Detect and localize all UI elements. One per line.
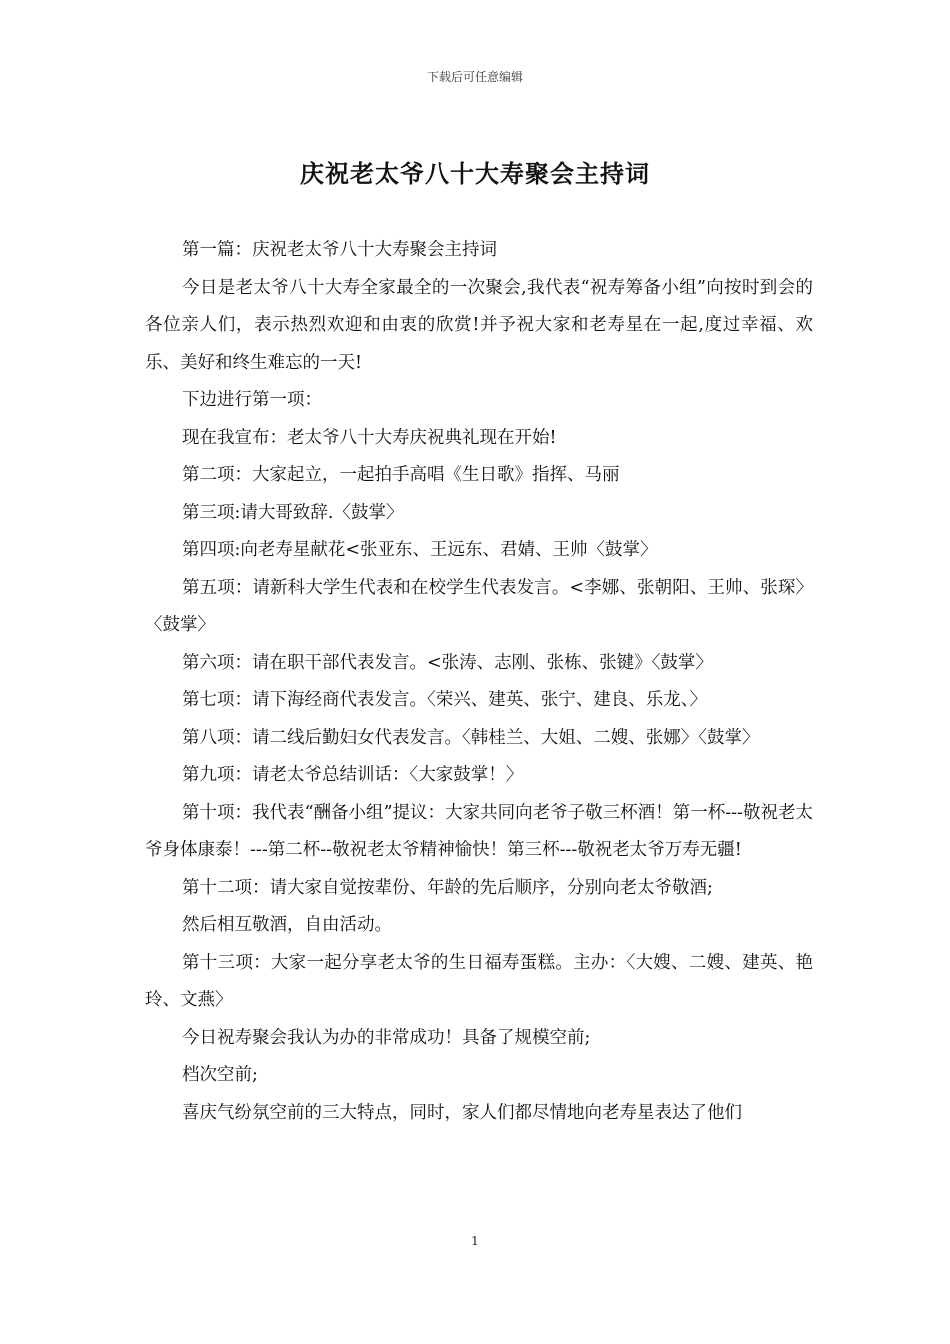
paragraph: 现在我宣布：老太爷八十大寿庆祝典礼现在开始! [182, 427, 557, 448]
paragraph: 第五项：请新科大学生代表和在校学生代表发言。<李娜、张朝阳、王帅、张琛〉〈鼓掌〉 [145, 577, 813, 635]
paragraph: 第一篇：庆祝老太爷八十大寿聚会主持词 [182, 240, 497, 260]
document-title: 庆祝老太爷八十大寿聚会主持词 [300, 159, 650, 188]
paragraph: 下边进行第一项： [182, 390, 322, 410]
page-header: 下载后可任意编辑 [426, 70, 523, 84]
page-number: 1 [471, 1234, 479, 1248]
paragraph: 今日是老太爷八十大寿全家最全的一次聚会,我代表“祝寿筹备小组”向按时到会的各位亲人们，表示热烈欢迎和由衷的欣赏!并予祝大家和老寿星在一起,度过幸福、欢乐、美好和终生难忘的一天! [145, 277, 813, 373]
paragraph: 第七项：请下海经商代表发言。〈荣兴、建英、张宁、建良、乐龙、〉 [182, 690, 707, 710]
paragraph: 然后相互敬酒，自由活动。 [182, 915, 392, 935]
paragraph: 第二项：大家起立，一起拍手高唱《生日歌》指挥、马丽 [182, 465, 620, 485]
paragraph: 档次空前; [182, 1065, 258, 1085]
paragraph: 第十项：我代表“酬备小组”提议：大家共同向老爷子敬三杯酒！第一杯---敬祝老太爷身体康泰！---第二杯--敬祝老太爷精神愉快！第三杯---敬祝老太爷万寿无疆! [145, 802, 813, 860]
document-body [145, 232, 813, 1132]
paragraph: 今日祝寿聚会我认为办的非常成功！具备了规模空前; [182, 1027, 591, 1048]
paragraph: 第十三项：大家一起分享老太爷的生日福寿蛋糕。主办：〈大嫂、二嫂、建英、艳玲、文燕〉 [145, 952, 813, 1010]
paragraph: 喜庆气纷氛空前的三大特点，同时，家人们都尽情地向老寿星表达了他们 [182, 1102, 742, 1123]
paragraph: 第八项：请二线后勤妇女代表发言。〈韩桂兰、大姐、二嫂、张娜〉〈鼓掌〉 [182, 727, 760, 748]
paragraph: 第九项：请老太爷总结训话：〈大家鼓掌！〉 [182, 765, 524, 785]
paragraph: 第六项：请在职干部代表发言。<张涛、志刚、张栋、张键》〈鼓掌〉 [182, 652, 713, 673]
paragraph: 第十二项：请大家自觉按辈份、年龄的先后顺序，分别向老太爷敬酒; [182, 877, 713, 898]
paragraph: 第三项:请大哥致辞.〈鼓掌〉 [182, 502, 404, 523]
paragraph: 第四项:向老寿星献花<张亚东、王远东、君婧、王帅〈鼓掌〉 [182, 540, 658, 560]
